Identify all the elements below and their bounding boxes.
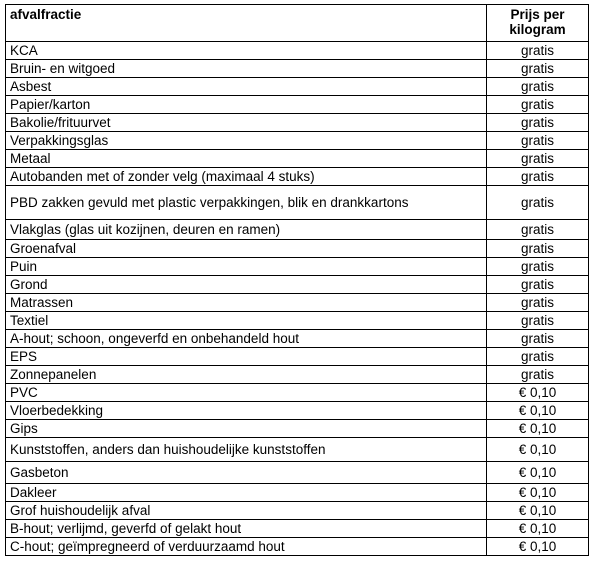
price-cell: gratis xyxy=(487,132,589,150)
table-row xyxy=(6,240,589,258)
table-row xyxy=(6,42,589,60)
fraction-header: afvalfractie xyxy=(6,5,487,42)
price-cell: gratis xyxy=(487,186,589,220)
price-cell: gratis xyxy=(487,240,589,258)
table-row xyxy=(6,114,589,132)
price-cell: gratis xyxy=(487,150,589,168)
table-row xyxy=(6,462,589,484)
price-cell: gratis xyxy=(487,60,589,78)
price-cell: gratis xyxy=(487,294,589,312)
table-row xyxy=(6,520,589,538)
tariff-table xyxy=(5,4,589,556)
table-row xyxy=(6,78,589,96)
price-cell: gratis xyxy=(487,366,589,384)
table-row xyxy=(6,186,589,220)
fraction-cell: Groenafval xyxy=(6,240,487,258)
fraction-cell: Autobanden met of zonder velg (maximaal 4 stuks) xyxy=(6,168,487,186)
fraction-cell: Dakleer xyxy=(6,484,487,502)
table-row xyxy=(6,402,589,420)
table-row xyxy=(6,384,589,402)
fraction-cell: Textiel xyxy=(6,312,487,330)
fraction-cell: Gips xyxy=(6,420,487,438)
table-row xyxy=(6,348,589,366)
fraction-cell: A-hout; schoon, ongeverfd en onbehandeld hout xyxy=(6,330,487,348)
table-body xyxy=(6,42,589,556)
fraction-cell: Kunststoffen, anders dan huishoudelijke kunststoffen xyxy=(6,438,487,462)
price-cell: gratis xyxy=(487,312,589,330)
table-row xyxy=(6,294,589,312)
table-row xyxy=(6,438,589,462)
table-row xyxy=(6,132,589,150)
fraction-cell: Papier/karton xyxy=(6,96,487,114)
table-row xyxy=(6,420,589,438)
table-row xyxy=(6,312,589,330)
fraction-cell: PBD zakken gevuld met plastic verpakkingen, blik en drankkartons xyxy=(6,186,487,220)
fraction-cell: PVC xyxy=(6,384,487,402)
price-cell: € 0,10 xyxy=(487,402,589,420)
price-header: Prijs per kilogram xyxy=(487,5,589,42)
table-row xyxy=(6,330,589,348)
fraction-cell: Metaal xyxy=(6,150,487,168)
price-cell: € 0,10 xyxy=(487,462,589,484)
fraction-cell: KCA xyxy=(6,42,487,60)
price-cell: € 0,10 xyxy=(487,484,589,502)
fraction-cell: Grond xyxy=(6,276,487,294)
table-row xyxy=(6,484,589,502)
price-cell: gratis xyxy=(487,114,589,132)
price-cell: gratis xyxy=(487,276,589,294)
price-cell: € 0,10 xyxy=(487,538,589,556)
table-row xyxy=(6,150,589,168)
table-row xyxy=(6,220,589,240)
table-row xyxy=(6,276,589,294)
fraction-cell: Puin xyxy=(6,258,487,276)
table-row xyxy=(6,168,589,186)
price-cell: € 0,10 xyxy=(487,438,589,462)
price-cell: € 0,10 xyxy=(487,502,589,520)
price-cell: € 0,10 xyxy=(487,520,589,538)
table-row xyxy=(6,96,589,114)
table-row xyxy=(6,538,589,556)
header-row xyxy=(6,5,589,42)
fraction-cell: Vloerbedekking xyxy=(6,402,487,420)
price-cell: gratis xyxy=(487,220,589,240)
fraction-cell: C-hout; geïmpregneerd of verduurzaamd hout xyxy=(6,538,487,556)
fraction-cell: Bruin- en witgoed xyxy=(6,60,487,78)
fraction-cell: Gasbeton xyxy=(6,462,487,484)
price-cell: gratis xyxy=(487,330,589,348)
fraction-cell: Asbest xyxy=(6,78,487,96)
price-cell: gratis xyxy=(487,96,589,114)
table-row xyxy=(6,60,589,78)
fraction-cell: Zonnepanelen xyxy=(6,366,487,384)
price-cell: gratis xyxy=(487,258,589,276)
fraction-cell: Grof huishoudelijk afval xyxy=(6,502,487,520)
fraction-cell: EPS xyxy=(6,348,487,366)
fraction-cell: Matrassen xyxy=(6,294,487,312)
price-cell: € 0,10 xyxy=(487,384,589,402)
price-cell: gratis xyxy=(487,348,589,366)
table-row xyxy=(6,502,589,520)
price-cell: gratis xyxy=(487,78,589,96)
fraction-cell: Vlakglas (glas uit kozijnen, deuren en ramen) xyxy=(6,220,487,240)
fraction-cell: Bakolie/frituurvet xyxy=(6,114,487,132)
fraction-cell: B-hout; verlijmd, geverfd of gelakt hout xyxy=(6,520,487,538)
table-row xyxy=(6,258,589,276)
price-cell: € 0,10 xyxy=(487,420,589,438)
table-row xyxy=(6,366,589,384)
fraction-cell: Verpakkingsglas xyxy=(6,132,487,150)
price-cell: gratis xyxy=(487,168,589,186)
price-cell: gratis xyxy=(487,42,589,60)
